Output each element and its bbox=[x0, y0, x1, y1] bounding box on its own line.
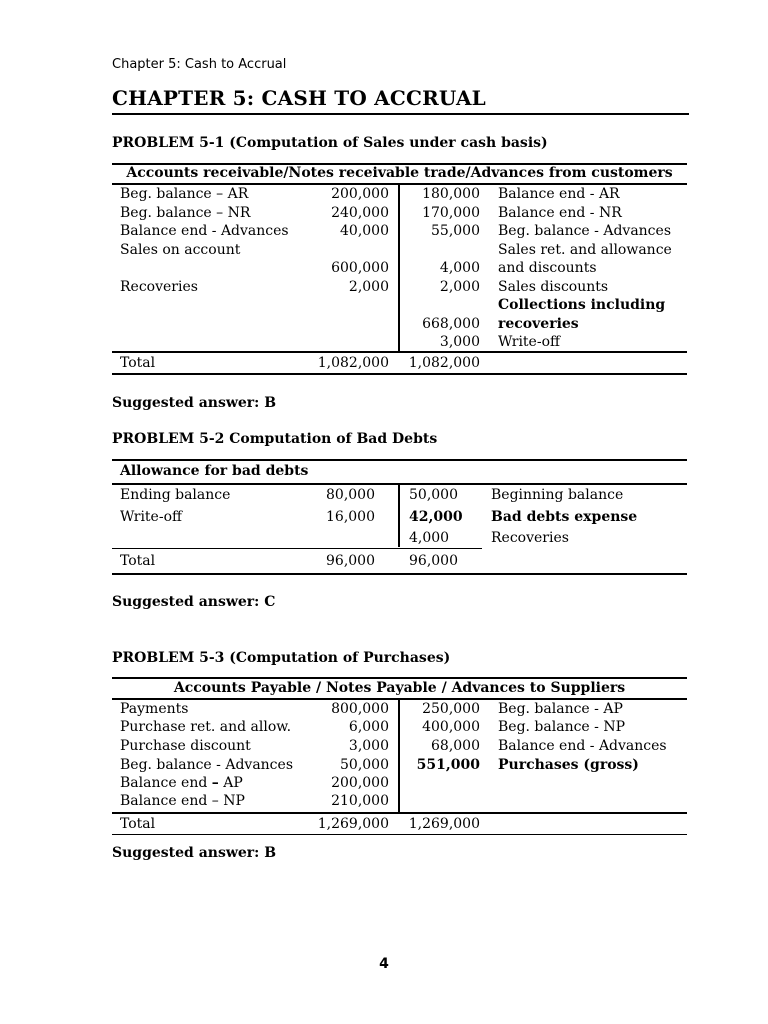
credit-label: Balance end - Advances bbox=[498, 738, 667, 754]
debit-label: Recoveries bbox=[120, 279, 198, 295]
credit-amount: 400,000 bbox=[422, 719, 480, 735]
total-rule bbox=[112, 351, 687, 353]
debit-label: Beg. balance - Advances bbox=[120, 757, 293, 773]
problem-5-1-title: PROBLEM 5-1 (Computation of Sales under cash basis) bbox=[112, 135, 548, 151]
debit-label: Write-off bbox=[120, 509, 182, 525]
total-rule bbox=[112, 812, 687, 814]
debit-label: Purchase discount bbox=[120, 738, 251, 754]
debit-amount: 80,000 bbox=[326, 487, 375, 503]
debit-amount: 600,000 bbox=[331, 260, 389, 276]
table-header: Allowance for bad debts bbox=[120, 463, 309, 479]
credit-label: Write-off bbox=[498, 334, 560, 350]
debit-amount: 240,000 bbox=[331, 205, 389, 221]
debit-amount: 200,000 bbox=[331, 775, 389, 791]
credit-label: Collections including bbox=[498, 297, 666, 313]
total-debit: 96,000 bbox=[326, 553, 375, 569]
credit-amount: 180,000 bbox=[422, 186, 480, 202]
debit-label-dash: – bbox=[211, 775, 219, 791]
table-header: Accounts receivable/Notes receivable trade/Advances from customers bbox=[126, 165, 673, 181]
credit-amount: 50,000 bbox=[409, 487, 458, 503]
page-number: 4 bbox=[379, 956, 389, 972]
credit-label: Balance end - NR bbox=[498, 205, 622, 221]
credit-label: Beginning balance bbox=[491, 487, 624, 503]
credit-label: Balance end - AR bbox=[498, 186, 620, 202]
debit-label: Beg. balance – NR bbox=[120, 205, 251, 221]
table-header: Accounts Payable / Notes Payable / Advances to Suppliers bbox=[173, 680, 626, 696]
suggested-answer-5-1: Suggested answer: B bbox=[112, 395, 277, 411]
table-bottom-rule bbox=[112, 373, 687, 375]
credit-amount: 551,000 bbox=[416, 757, 480, 773]
debit-amount: 3,000 bbox=[348, 738, 389, 754]
credit-amount: 170,000 bbox=[422, 205, 480, 221]
table-top-rule bbox=[112, 459, 687, 461]
credit-amount: 668,000 bbox=[422, 316, 480, 332]
debit-label: Ending balance bbox=[120, 487, 231, 503]
credit-label: Sales ret. and allowance bbox=[498, 242, 672, 258]
total-credit: 1,082,000 bbox=[408, 355, 480, 371]
credit-amount: 250,000 bbox=[422, 701, 480, 717]
credit-label: Beg. balance - NP bbox=[498, 719, 626, 735]
credit-label: and discounts bbox=[498, 260, 597, 276]
suggested-answer-5-2: Suggested answer: C bbox=[112, 594, 276, 610]
running-header: Chapter 5: Cash to Accrual bbox=[112, 57, 287, 72]
debit-amount: 16,000 bbox=[326, 509, 375, 525]
debit-label-part: AP bbox=[218, 775, 243, 791]
total-debit: 1,082,000 bbox=[317, 355, 389, 371]
chapter-title-rule bbox=[112, 113, 689, 115]
debit-amount: 50,000 bbox=[340, 757, 389, 773]
total-rule bbox=[112, 548, 482, 549]
debit-label: Payments bbox=[120, 701, 189, 717]
credit-label: Beg. balance - Advances bbox=[498, 223, 671, 239]
table-bottom-rule bbox=[112, 834, 687, 835]
debit-amount: 2,000 bbox=[348, 279, 389, 295]
total-label: Total bbox=[120, 553, 156, 569]
table-bottom-rule bbox=[112, 573, 687, 575]
credit-label: Beg. balance - AP bbox=[498, 701, 623, 717]
debit-label: Sales on account bbox=[120, 242, 241, 258]
debit-amount: 40,000 bbox=[340, 223, 389, 239]
debit-label bbox=[120, 774, 243, 793]
credit-amount: 4,000 bbox=[439, 260, 480, 276]
credit-amount: 4,000 bbox=[409, 530, 450, 546]
debit-label: Purchase ret. and allow. bbox=[120, 719, 292, 735]
t-account-divider bbox=[398, 484, 400, 547]
debit-label: Beg. balance – AR bbox=[120, 186, 249, 202]
credit-amount: 2,000 bbox=[439, 279, 480, 295]
credit-amount: 3,000 bbox=[439, 334, 480, 350]
problem-5-1-t-account bbox=[112, 163, 689, 377]
problem-5-3-t-account bbox=[112, 677, 689, 837]
suggested-answer-5-3: Suggested answer: B bbox=[112, 845, 277, 861]
debit-label: Balance end - Advances bbox=[120, 223, 289, 239]
problem-5-2-t-account bbox=[112, 459, 689, 577]
credit-amount: 68,000 bbox=[431, 738, 480, 754]
problem-5-3-title: PROBLEM 5-3 (Computation of Purchases) bbox=[112, 650, 451, 666]
debit-label: Balance end – NP bbox=[120, 793, 245, 809]
total-credit: 96,000 bbox=[409, 553, 458, 569]
total-debit: 1,269,000 bbox=[317, 816, 389, 832]
credit-label: Sales discounts bbox=[498, 279, 609, 295]
debit-label-part: Balance end bbox=[120, 775, 212, 791]
total-credit: 1,269,000 bbox=[408, 816, 480, 832]
credit-label: recoveries bbox=[498, 316, 579, 332]
debit-amount: 200,000 bbox=[331, 186, 389, 202]
credit-label: Purchases (gross) bbox=[498, 757, 639, 773]
total-label: Total bbox=[120, 355, 156, 371]
problem-5-2-title: PROBLEM 5-2 Computation of Bad Debts bbox=[112, 431, 438, 447]
debit-amount: 6,000 bbox=[348, 719, 389, 735]
credit-amount: 55,000 bbox=[431, 223, 480, 239]
chapter-title: CHAPTER 5: CASH TO ACCRUAL bbox=[112, 86, 486, 110]
debit-amount: 800,000 bbox=[331, 701, 389, 717]
debit-amount: 210,000 bbox=[331, 793, 389, 809]
total-label: Total bbox=[120, 816, 156, 832]
credit-label: Bad debts expense bbox=[491, 509, 638, 525]
credit-label: Recoveries bbox=[491, 530, 569, 546]
credit-amount: 42,000 bbox=[409, 509, 463, 525]
